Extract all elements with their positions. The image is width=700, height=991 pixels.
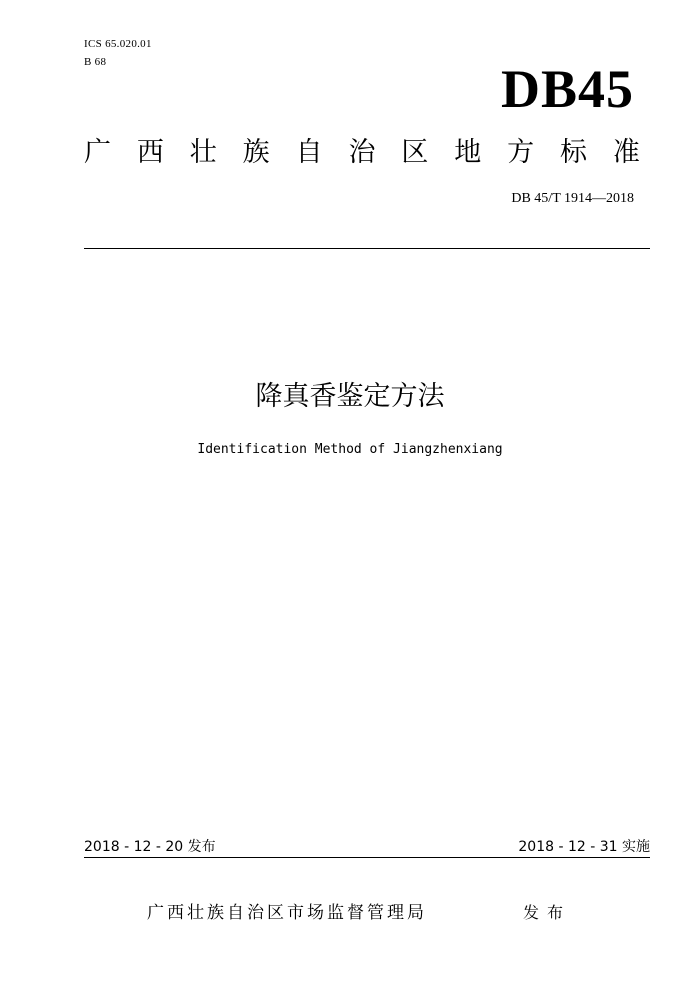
standard-type-char: 标 bbox=[560, 137, 588, 168]
standard-type-char: 自 bbox=[295, 137, 323, 168]
standard-type-char: 治 bbox=[348, 137, 376, 168]
standard-type-char: 方 bbox=[507, 137, 535, 168]
standard-type-char: 西 bbox=[136, 137, 164, 168]
issue-date: 2018 - 12 - 20 发布 bbox=[84, 839, 216, 855]
standard-type-char: 地 bbox=[454, 137, 482, 168]
ics-code: ICS 65.020.01 bbox=[84, 38, 152, 50]
standard-logo: DB45 bbox=[500, 59, 634, 119]
issuing-authority: 广西壮族自治区市场监督管理局 bbox=[147, 903, 427, 923]
header-divider bbox=[84, 248, 650, 249]
standard-type-char: 准 bbox=[612, 137, 640, 168]
standard-type-char: 区 bbox=[401, 137, 429, 168]
standard-type-title bbox=[84, 136, 640, 170]
document-title-english: Identification Method of Jiangzhenxiang bbox=[197, 442, 503, 457]
issue-word: 发布 bbox=[523, 903, 572, 922]
classification-code: B 68 bbox=[84, 56, 107, 68]
implementation-date: 2018 - 12 - 31 实施 bbox=[518, 839, 650, 855]
standard-number: DB 45/T 1914—2018 bbox=[511, 191, 634, 206]
document-title-chinese: 降真香鉴定方法 bbox=[255, 381, 445, 412]
footer-divider bbox=[84, 857, 650, 858]
standard-type-char: 壮 bbox=[189, 137, 217, 168]
standard-type-char: 广 bbox=[84, 137, 111, 168]
standard-type-char: 族 bbox=[242, 137, 270, 168]
